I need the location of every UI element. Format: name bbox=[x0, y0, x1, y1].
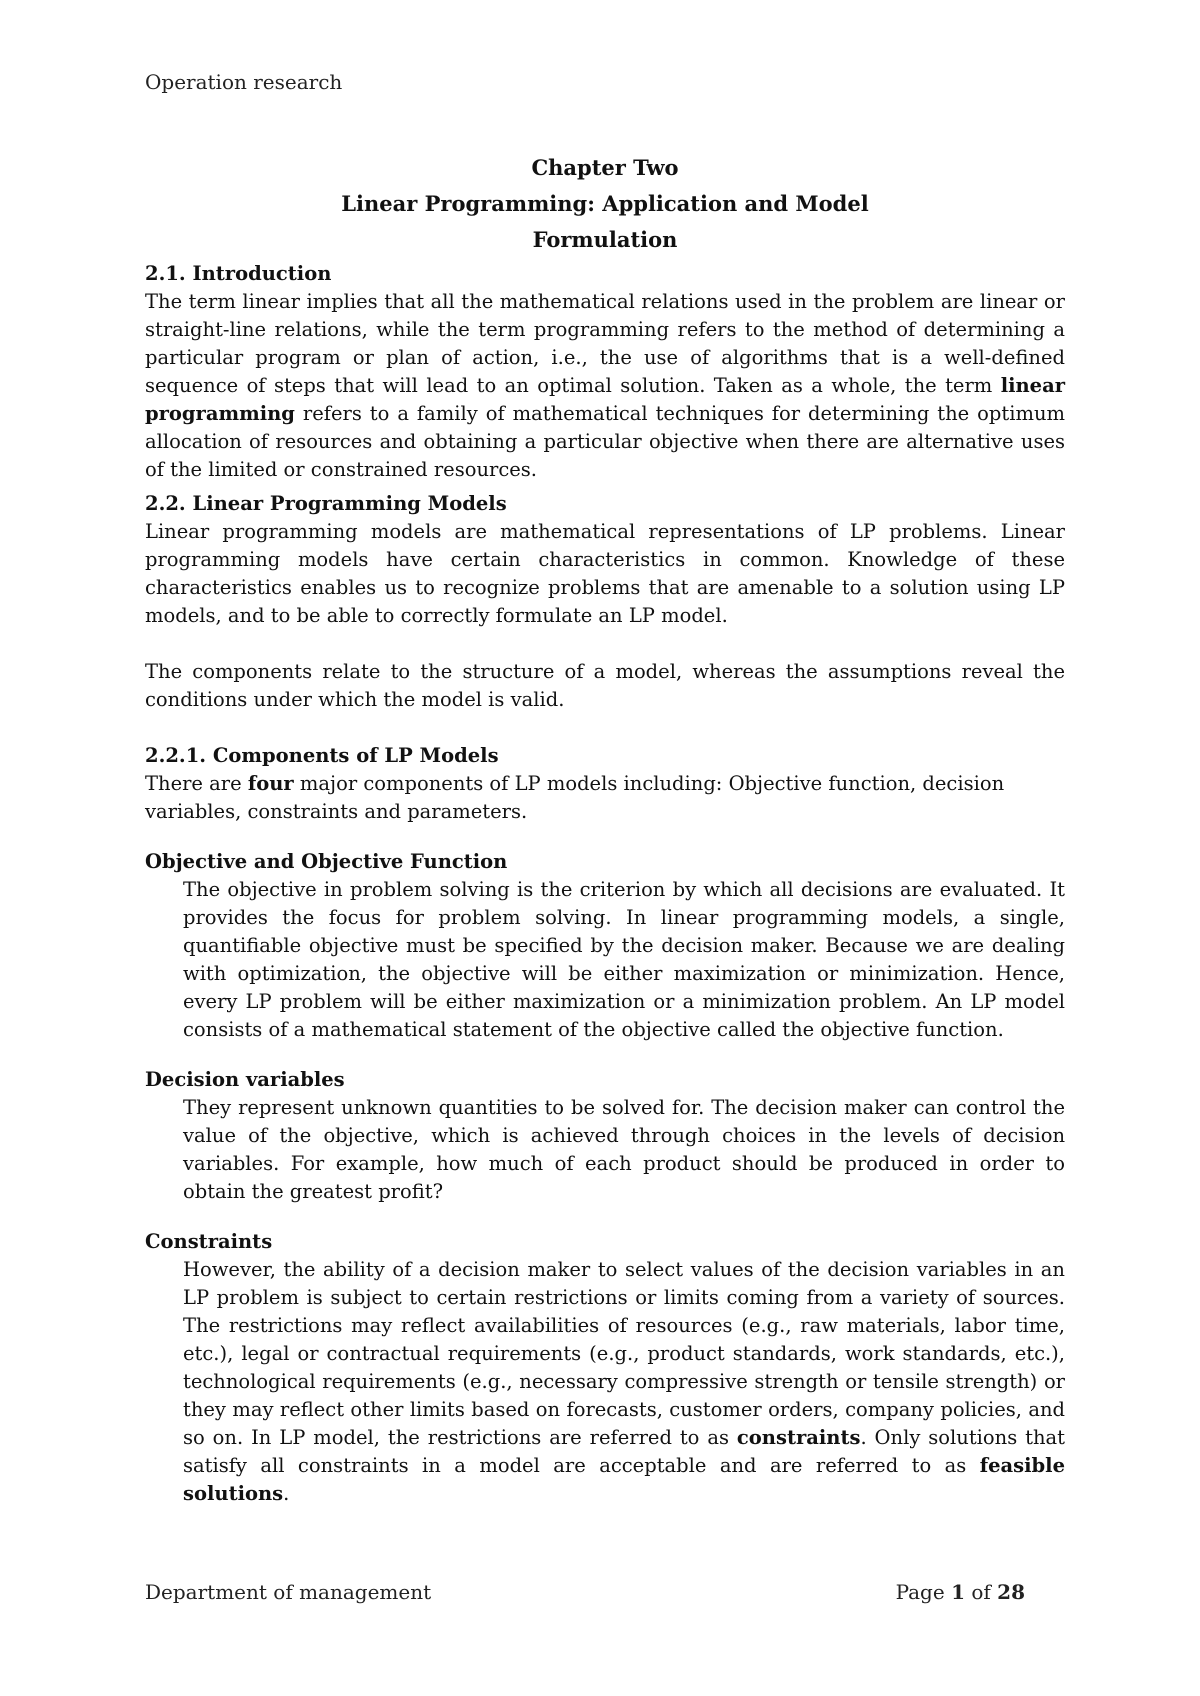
page-number bbox=[896, 1580, 1025, 1604]
chapter-title-line-2: Formulation bbox=[532, 227, 678, 252]
lp-models-paragraph-1: Linear programming models are mathematical representations of LP problems. Linear programming models have certain characteristics in common. Knowledge of these characteristics enables us to recognize problems that are amenable to a solution using LP models, and to be able to correctly formulate an LP model. bbox=[145, 520, 1065, 627]
subheading-decision-variables: Decision variables bbox=[145, 1068, 345, 1091]
subheading-constraints: Constraints bbox=[145, 1230, 273, 1253]
feasible-solutions-bold: feasible solutions bbox=[183, 1454, 1065, 1505]
chapter-title bbox=[145, 150, 1065, 258]
decision-variables-paragraph: They represent unknown quantities to be solved for. The decision maker can control the value of the objective, which is achieved through choices in the levels of decision variables. For example, how much of each product should be produced in order to obtain the greatest profit? bbox=[183, 1096, 1065, 1203]
lp-models-paragraph-2: The components relate to the structure of a model, whereas the assumptions reveal the conditions under which the model is valid. bbox=[145, 660, 1065, 711]
constraints-text-1: However, the ability of a decision maker to select values of the decision variables in an LP problem is subject to certain restrictions or limits coming from a variety of sources. The restrictions may reflect availabilities of resources (e.g., raw materials, labor time, etc.), legal or contractual requirements (e.g., product standards, work standards, etc.), technological requirements (e.g., necessary compressive strength or tensile strength) or they may reflect other limits based on forecasts, customer orders, company policies, and so on. In LP model, the restrictions are referred to as bbox=[183, 1258, 1065, 1449]
section-heading-components: 2.2.1. Components of LP Models bbox=[145, 744, 499, 767]
components-bold: four bbox=[247, 772, 294, 795]
total-pages: 28 bbox=[997, 1580, 1025, 1604]
components-text-2: major components of LP models including: Objective function, decision variables, constraints and parameters. bbox=[145, 772, 1005, 823]
constraints-bold-term: constraints bbox=[736, 1426, 861, 1449]
constraints-paragraph bbox=[145, 1256, 1065, 1508]
components-text-1: There are bbox=[145, 772, 248, 795]
running-header: Operation research bbox=[145, 70, 343, 94]
chapter-number: Chapter Two bbox=[531, 155, 679, 180]
intro-bold-term: linear programming bbox=[145, 374, 1065, 425]
page-prefix: Page bbox=[895, 1580, 952, 1604]
introduction-paragraph bbox=[145, 288, 1065, 484]
running-footer bbox=[145, 1580, 1025, 1604]
objective-paragraph: The objective in problem solving is the criterion by which all decisions are evaluated. It provides the focus for problem solving. In linear programming models, a single, quantifiable objective must be specified by the decision maker. Because we are dealing with optimization, the objective will be either maximization or minimization. Hence, every LP problem will be either maximization or a minimization problem. An LP model consists of a mathematical statement of the objective called the objective function. bbox=[183, 878, 1065, 1041]
subheading-objective: Objective and Objective Function bbox=[145, 850, 508, 873]
intro-text-1: The term linear implies that all the mathematical relations used in the problem are linear or straight-line relations, while the term programming refers to the method of determining a particular program or plan of action, i.e., the use of algorithms that is a well-defined sequence of steps that will lead to an optimal solution. Taken as a whole, the term bbox=[145, 290, 1065, 397]
chapter-title-line-1: Linear Programming: Application and Model bbox=[341, 191, 869, 216]
page-of: of bbox=[964, 1580, 998, 1604]
page-content bbox=[145, 150, 1065, 1508]
section-heading-introduction: 2.1. Introduction bbox=[145, 262, 332, 285]
current-page: 1 bbox=[951, 1580, 965, 1604]
footer-department: Department of management bbox=[145, 1580, 432, 1604]
section-heading-lp-models: 2.2. Linear Programming Models bbox=[145, 492, 507, 515]
constraints-text-2: . Only solutions that satisfy all constraints in a model are acceptable and are referred to as bbox=[183, 1426, 1065, 1477]
intro-text-2: refers to a family of mathematical techniques for determining the optimum allocation of resources and obtaining a particular objective when there are alternative uses of the limited or constrained resources. bbox=[145, 402, 1065, 481]
constraints-text-3: . bbox=[283, 1482, 290, 1505]
components-paragraph bbox=[145, 770, 1065, 826]
